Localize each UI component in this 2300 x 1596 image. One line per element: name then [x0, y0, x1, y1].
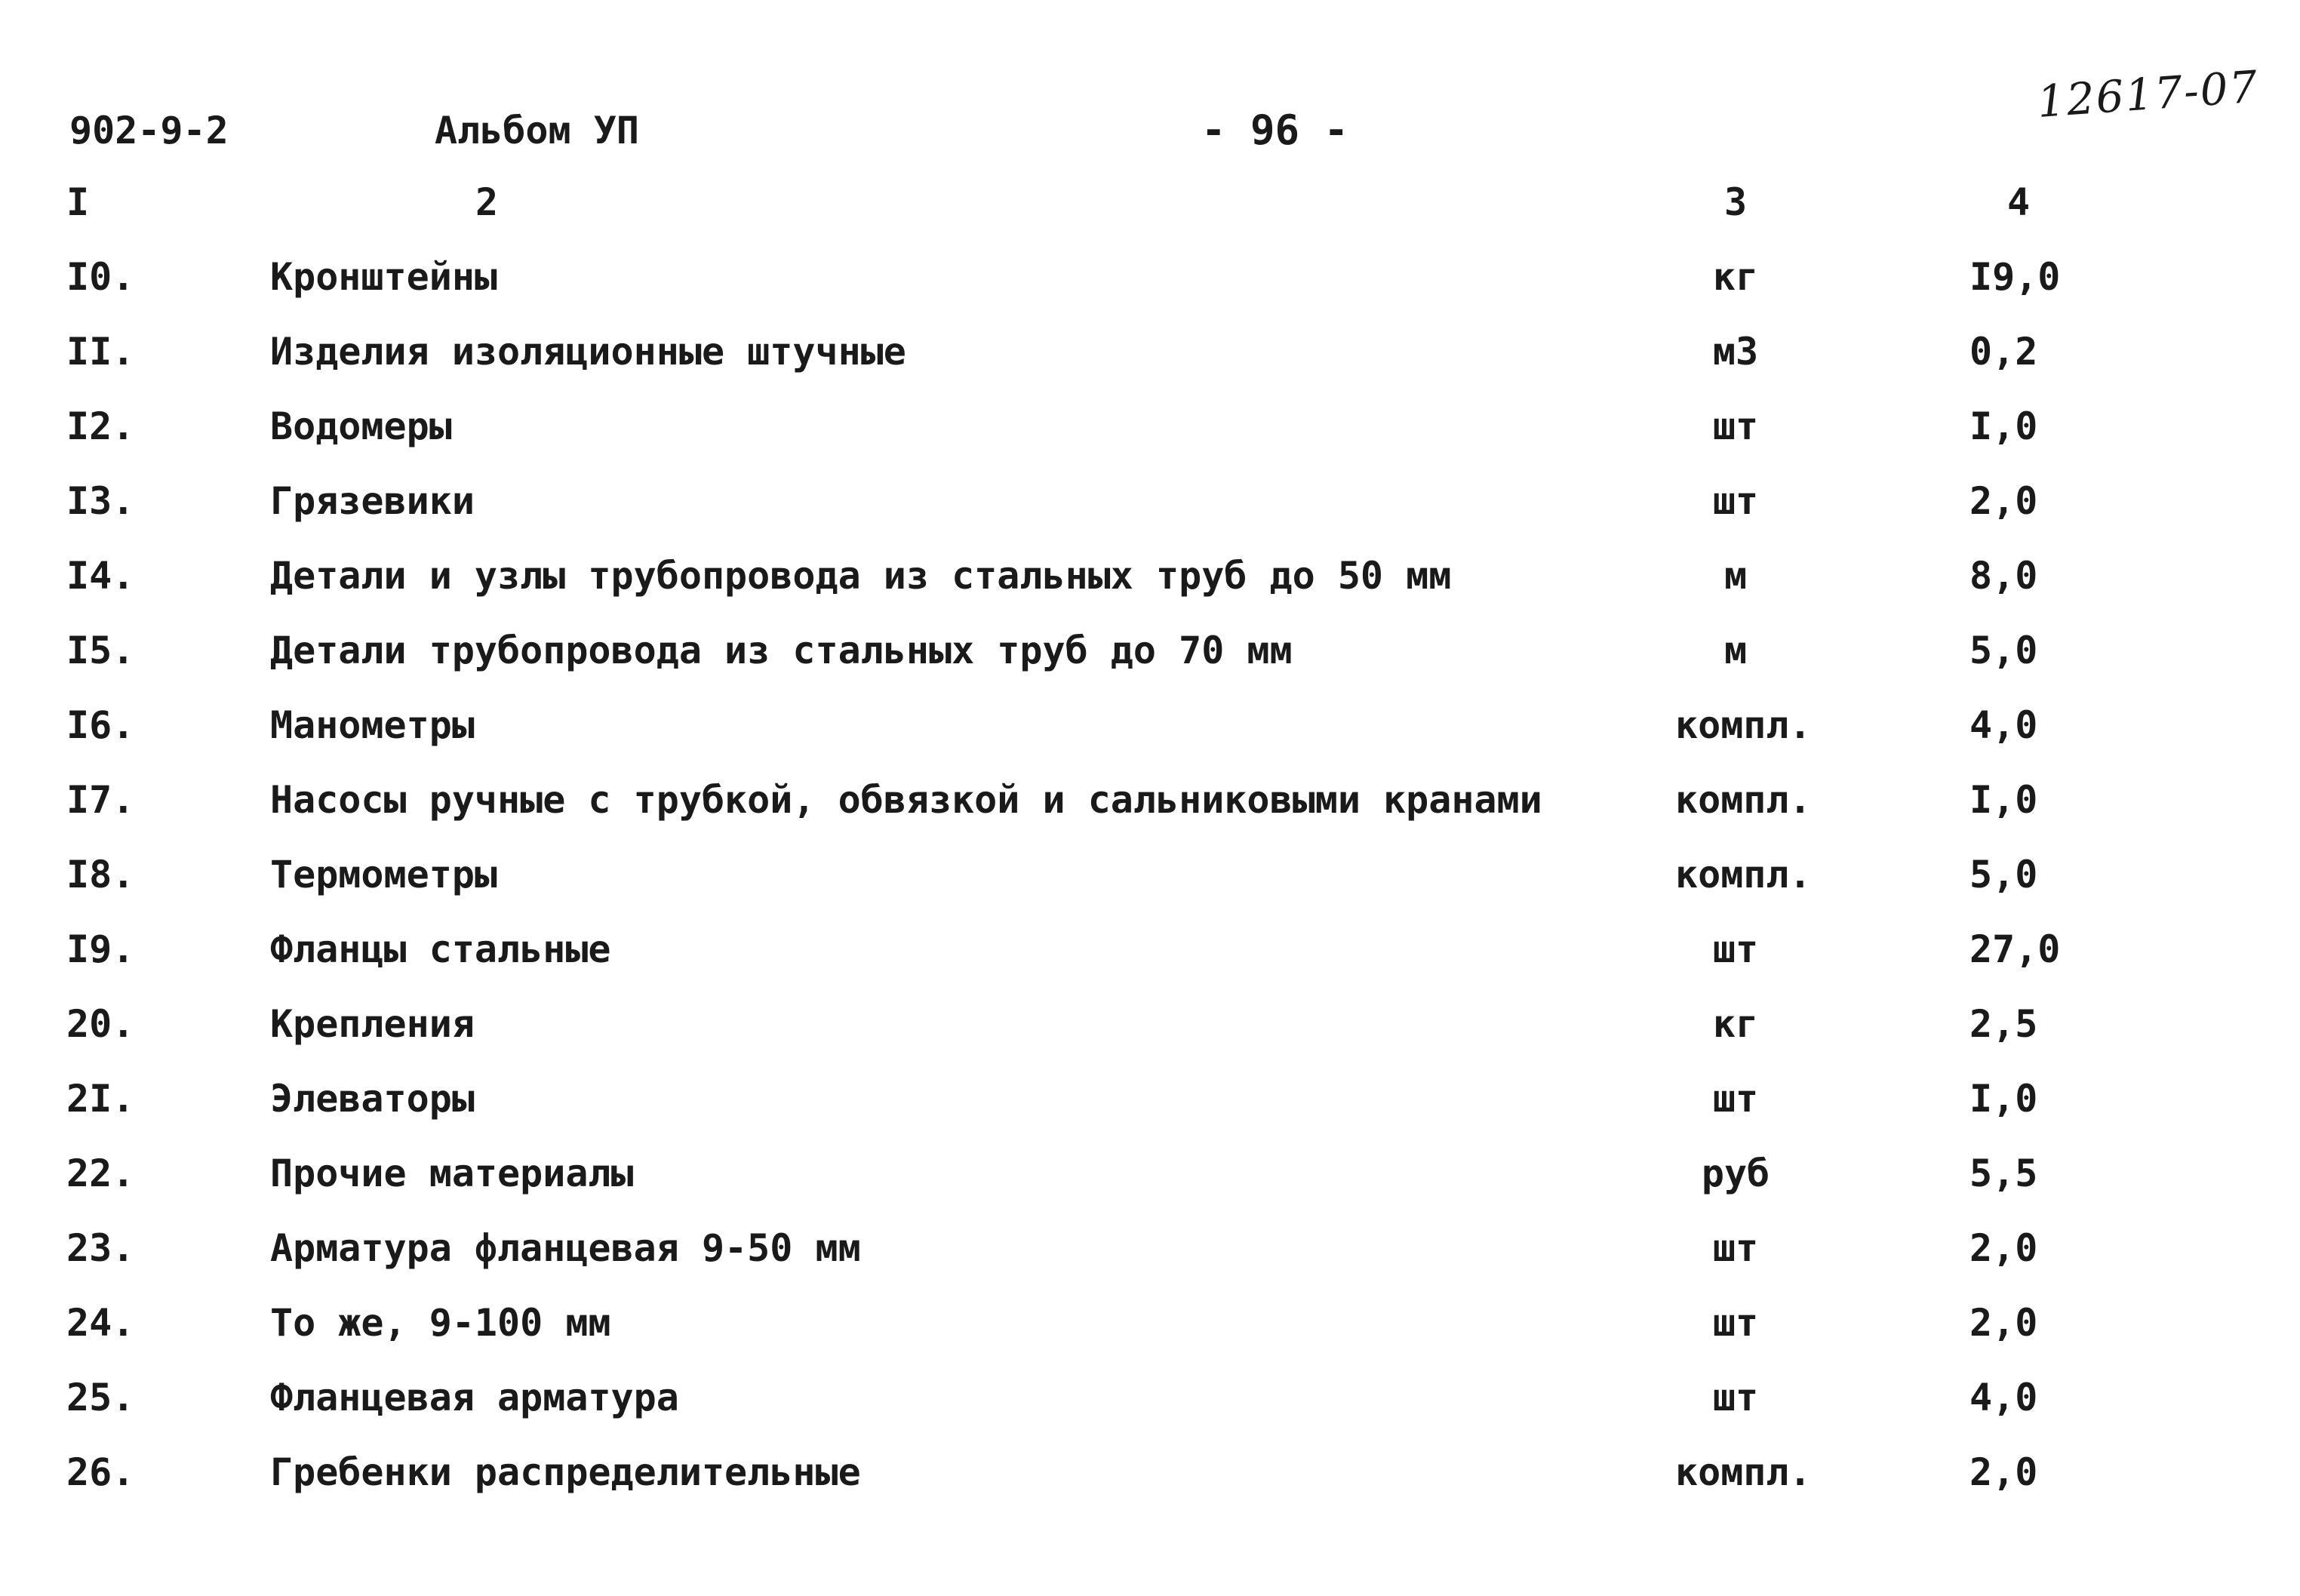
item-name: Фланцевая арматура: [270, 1376, 679, 1419]
table-row: [0, 1450, 2300, 1524]
item-name: Термометры: [270, 853, 498, 896]
table-row: [0, 1001, 2300, 1076]
table-row: [0, 852, 2300, 927]
row-number: 20.: [66, 1002, 135, 1046]
row-number: I8.: [66, 853, 135, 896]
item-quantity: 4,0: [1969, 703, 2038, 747]
row-number: I4.: [66, 554, 135, 598]
table-body: [0, 254, 2300, 1524]
table-row: [0, 404, 2300, 478]
item-quantity: I9,0: [1969, 255, 2061, 299]
table-row: [0, 628, 2300, 703]
row-number: II.: [66, 330, 135, 374]
item-quantity: 2,0: [1969, 1450, 2038, 1494]
item-quantity: I,0: [1969, 404, 2038, 448]
item-unit: шт: [1712, 1301, 1759, 1345]
column-number-4: 4: [2007, 180, 2031, 224]
item-unit: компл.: [1675, 853, 1812, 896]
item-name: Водомеры: [270, 404, 452, 448]
item-quantity: 4,0: [1969, 1376, 2038, 1419]
item-unit: компл.: [1675, 1450, 1812, 1494]
item-unit: шт: [1712, 479, 1759, 523]
item-name: Кронштейны: [270, 255, 498, 299]
item-unit: м: [1723, 554, 1748, 598]
item-name: Крепления: [270, 1002, 475, 1046]
item-name: Фланцы стальные: [270, 927, 611, 971]
item-quantity: 8,0: [1969, 554, 2038, 598]
table-row: [0, 329, 2300, 404]
table-row: [0, 553, 2300, 628]
page-number: - 96 -: [1201, 106, 1349, 154]
item-quantity: 5,0: [1969, 629, 2038, 672]
item-quantity: 0,2: [1969, 330, 2038, 374]
item-unit: руб: [1701, 1152, 1770, 1195]
item-quantity: 27,0: [1969, 927, 2061, 971]
row-number: I0.: [66, 255, 135, 299]
table-row: [0, 1225, 2300, 1300]
table-row: [0, 1151, 2300, 1225]
item-quantity: I,0: [1969, 778, 2038, 822]
table-row: [0, 1375, 2300, 1450]
materials-table: [0, 180, 2300, 1524]
table-row: [0, 703, 2300, 777]
item-quantity: 2,5: [1969, 1002, 2038, 1046]
album-label: Альбом УП: [435, 109, 639, 152]
row-number: 26.: [66, 1450, 135, 1494]
row-number: 2I.: [66, 1077, 135, 1121]
item-quantity: 2,0: [1969, 1301, 2038, 1345]
row-number: 22.: [66, 1152, 135, 1195]
item-name: Прочие материалы: [270, 1152, 634, 1195]
item-unit: м: [1723, 629, 1748, 672]
item-name: Элеваторы: [270, 1077, 475, 1121]
item-name: Детали трубопровода из стальных труб до 70 мм: [270, 629, 1293, 672]
item-name: Детали и узлы трубопровода из стальных труб до 50 мм: [270, 554, 1452, 598]
item-unit: компл.: [1675, 703, 1812, 747]
item-name: Арматура фланцевая 9-50 мм: [270, 1226, 861, 1270]
item-unit: компл.: [1675, 778, 1812, 822]
row-number: 24.: [66, 1301, 135, 1345]
table-row: [0, 1300, 2300, 1375]
column-number-2: 2: [475, 180, 499, 224]
item-name: Гребенки распределительные: [270, 1450, 861, 1494]
row-number: I9.: [66, 927, 135, 971]
item-unit: шт: [1712, 1077, 1759, 1121]
row-number: I3.: [66, 479, 135, 523]
item-name: Грязевики: [270, 479, 475, 523]
item-unit: шт: [1712, 1226, 1759, 1270]
table-row: [0, 1076, 2300, 1151]
row-number: I5.: [66, 629, 135, 672]
item-unit: шт: [1712, 404, 1759, 448]
table-row: [0, 254, 2300, 329]
row-number: I2.: [66, 404, 135, 448]
row-number: 23.: [66, 1226, 135, 1270]
item-unit: кг: [1712, 255, 1759, 299]
table-row: [0, 478, 2300, 553]
item-name: То же, 9-100 мм: [270, 1301, 611, 1345]
item-quantity: 2,0: [1969, 1226, 2038, 1270]
column-number-row: [0, 180, 2300, 254]
item-unit: шт: [1712, 1376, 1759, 1419]
item-quantity: 5,0: [1969, 853, 2038, 896]
table-row: [0, 777, 2300, 852]
item-name: Манометры: [270, 703, 475, 747]
row-number: 25.: [66, 1376, 135, 1419]
item-quantity: 2,0: [1969, 479, 2038, 523]
handwritten-number: 12617-07: [2035, 60, 2261, 128]
item-quantity: 5,5: [1969, 1152, 2038, 1195]
item-quantity: I,0: [1969, 1077, 2038, 1121]
item-name: Насосы ручные с трубкой, обвязкой и сальниковыми кранами: [270, 778, 1542, 822]
column-number-1: I: [66, 180, 90, 224]
item-unit: м3: [1712, 330, 1759, 374]
row-number: I7.: [66, 778, 135, 822]
row-number: I6.: [66, 703, 135, 747]
item-unit: кг: [1712, 1002, 1759, 1046]
table-row: [0, 927, 2300, 1001]
item-unit: шт: [1712, 927, 1759, 971]
column-number-3: 3: [1723, 180, 1748, 224]
item-name: Изделия изоляционные штучные: [270, 330, 906, 374]
document-code: 902-9-2: [69, 109, 229, 152]
